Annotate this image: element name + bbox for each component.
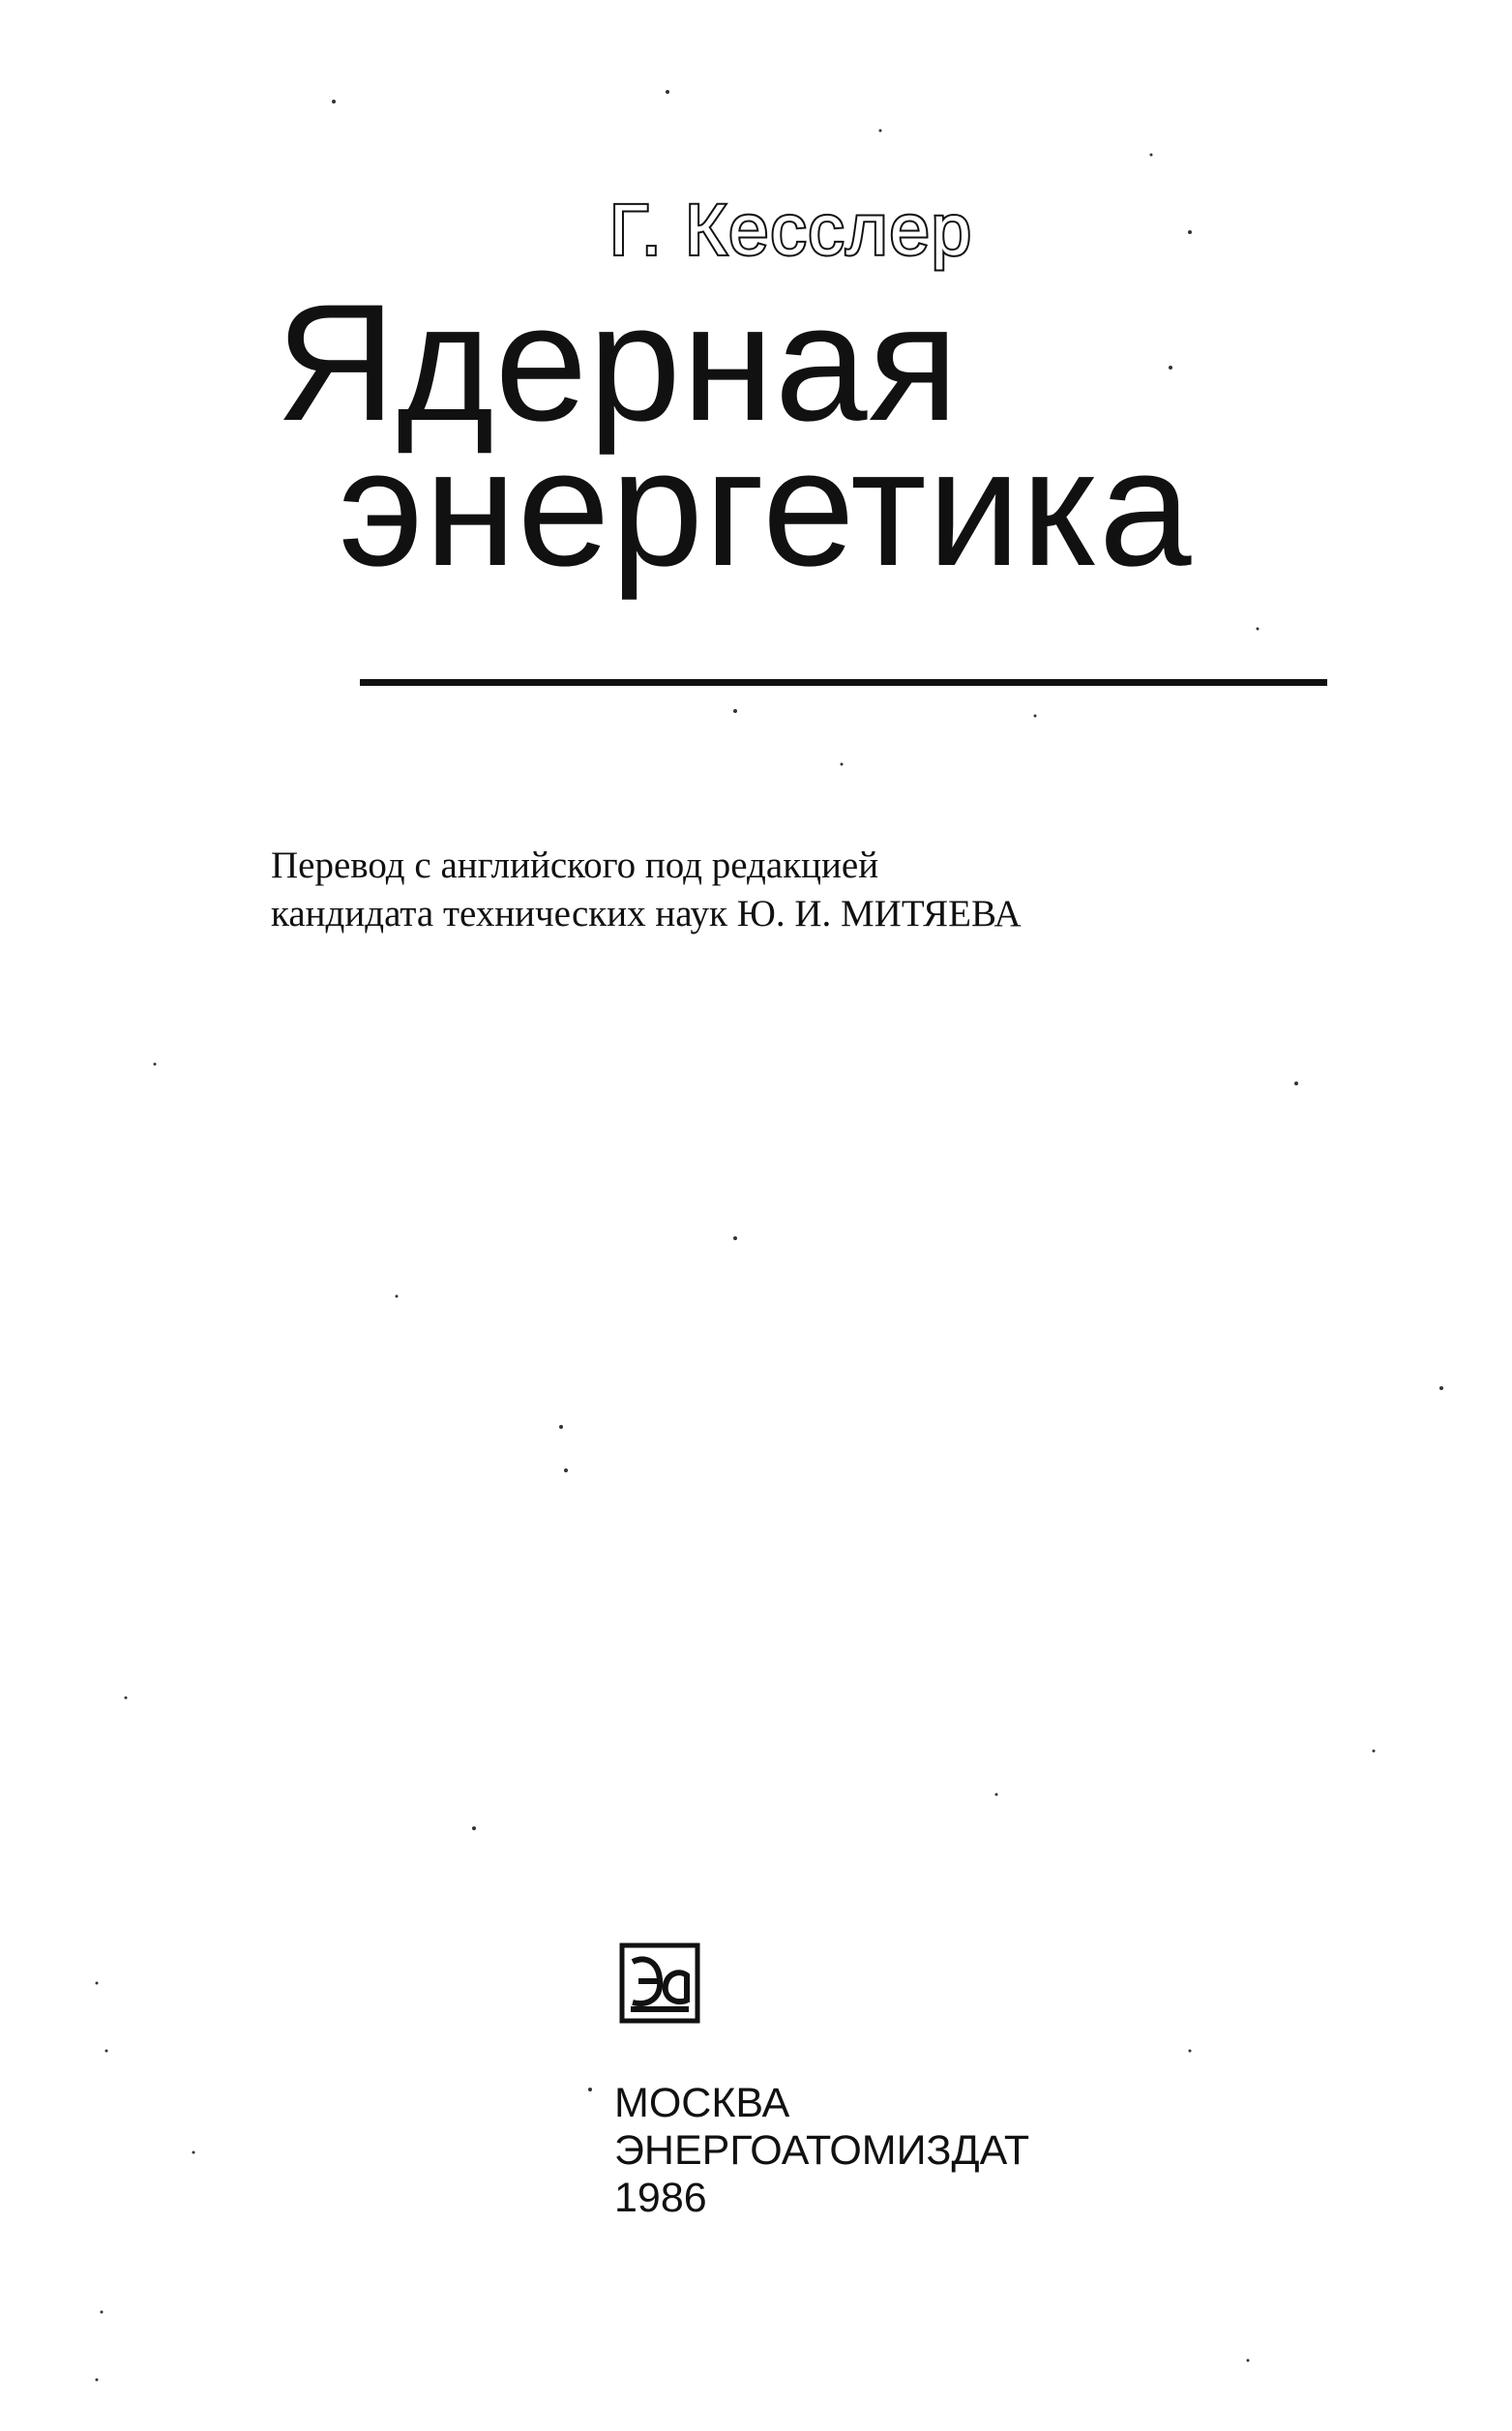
book-title-line-2: энергетика — [339, 415, 1193, 601]
imprint-year: 1986 — [614, 2175, 707, 2221]
imprint — [614, 2080, 1029, 2222]
imprint-city: МОСКВА — [614, 2080, 790, 2126]
book-title — [276, 270, 1193, 601]
translation-note-line-1: Перевод с английского под редакцией — [271, 845, 879, 886]
title-divider — [360, 679, 1327, 686]
energoatomizdat-logo-icon — [619, 1942, 700, 2024]
author-name: Г. Кесслер — [609, 190, 973, 270]
imprint-publisher: ЭНЕРГОАТОМИЗДАТ — [614, 2127, 1030, 2174]
book-title-line-1: Ядерная — [276, 270, 960, 456]
translation-note-line-2: кандидата технических наук Ю. И. МИТЯЕВА — [271, 893, 1022, 934]
translation-note — [271, 842, 1022, 938]
